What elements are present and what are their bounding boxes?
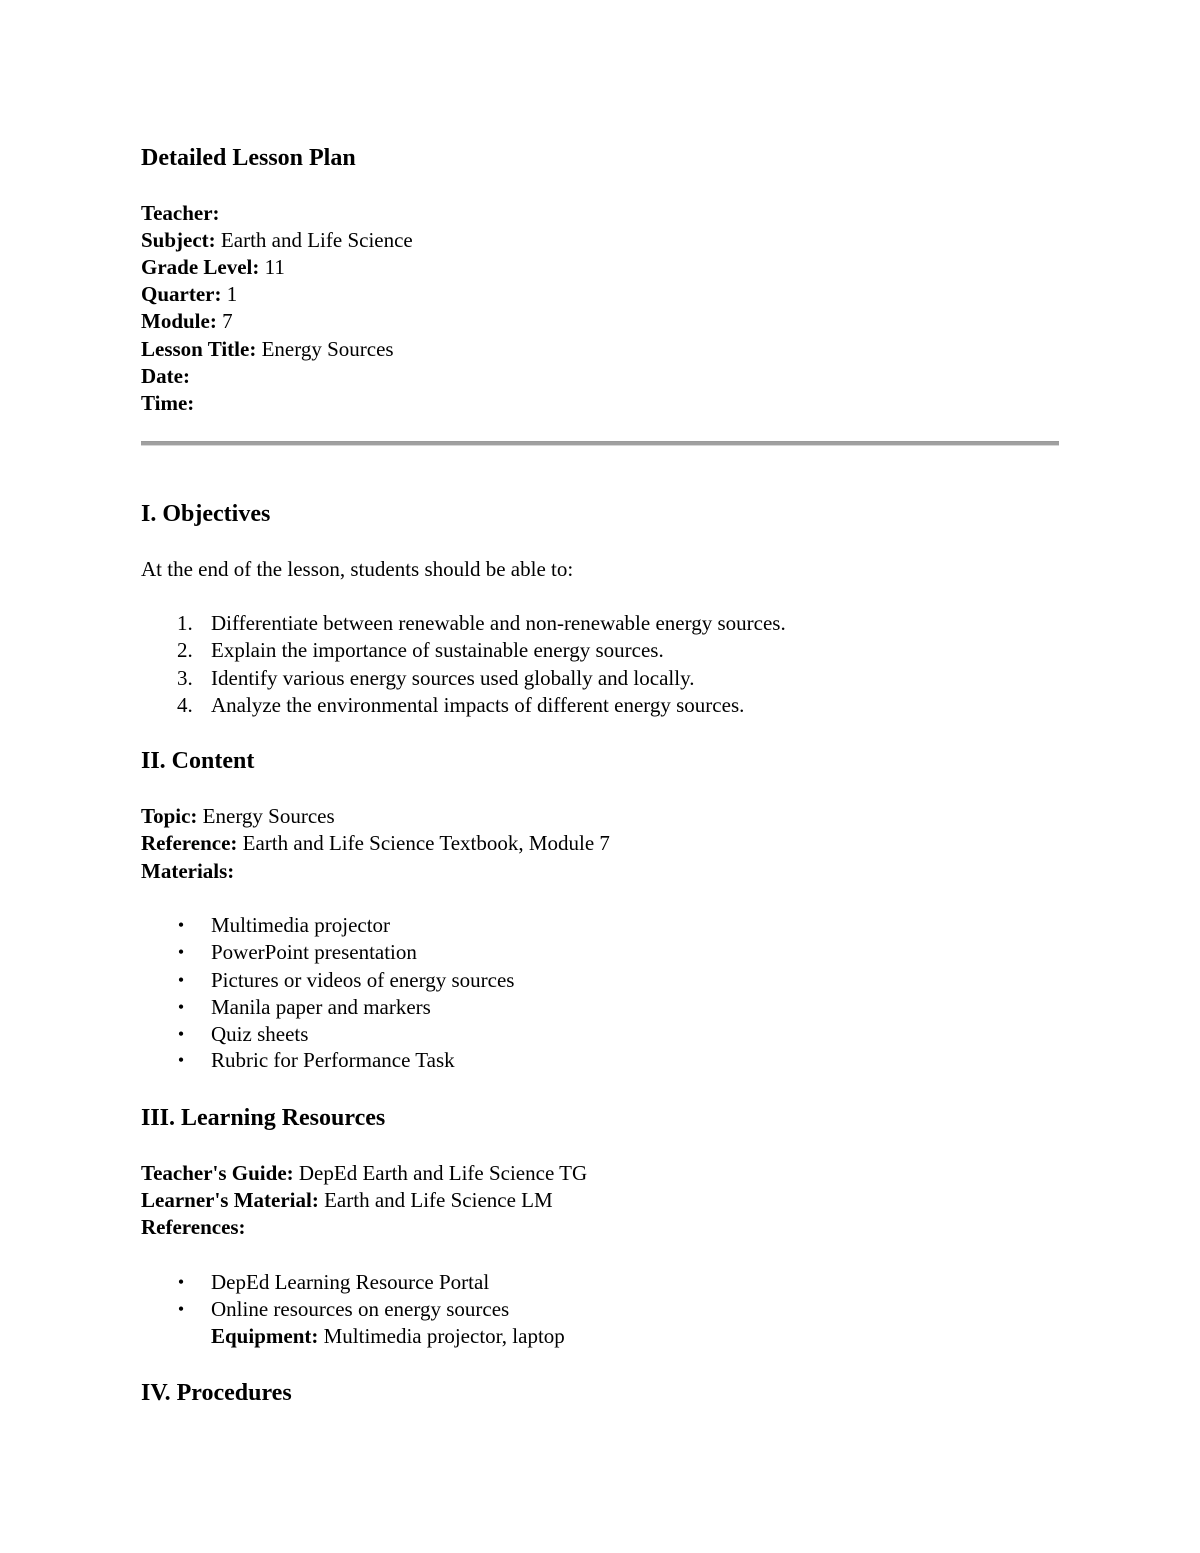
equipment-value: Multimedia projector, laptop xyxy=(323,1324,565,1348)
time-label: Time: xyxy=(141,391,195,415)
bullet-icon: • xyxy=(177,942,185,962)
bullet-icon: • xyxy=(177,1299,185,1319)
material-text: Pictures or videos of energy sources xyxy=(211,968,515,992)
teachers-guide-value: DepEd Earth and Life Science TG xyxy=(298,1161,588,1185)
material-text: Manila paper and markers xyxy=(211,995,431,1019)
module-value: 7 xyxy=(222,309,233,333)
materials-label: Materials: xyxy=(141,859,235,883)
bullet-icon: • xyxy=(177,1024,185,1044)
learners-material-value: Earth and Life Science LM xyxy=(324,1188,553,1212)
teachers-guide-label: Teacher's Guide: xyxy=(141,1161,294,1185)
material-text: PowerPoint presentation xyxy=(211,940,417,964)
reference-text: DepEd Learning Resource Portal xyxy=(211,1270,490,1294)
objective-number: 1. xyxy=(177,611,193,635)
learning-resources-heading: III. Learning Resources xyxy=(141,1105,386,1131)
teacher-label: Teacher: xyxy=(141,201,220,225)
bullet-icon: • xyxy=(177,1050,185,1070)
material-text: Multimedia projector xyxy=(211,913,391,937)
topic-label: Topic: xyxy=(141,804,198,828)
bullet-icon: • xyxy=(177,970,185,990)
topic-value: Energy Sources xyxy=(202,804,335,828)
references-field xyxy=(141,1214,246,1241)
learners-material-label: Learner's Material: xyxy=(141,1188,319,1212)
topic-field xyxy=(141,803,335,830)
objective-text: Explain the importance of sustainable energy sources. xyxy=(211,638,664,662)
grade-level-field xyxy=(141,254,285,281)
learners-material-field xyxy=(141,1187,553,1214)
objective-number: 3. xyxy=(177,666,193,690)
teacher-field xyxy=(141,200,220,227)
module-field xyxy=(141,308,233,335)
subject-field xyxy=(141,227,413,254)
lesson-title-label: Lesson Title: xyxy=(141,337,257,361)
bullet-icon: • xyxy=(177,1272,185,1292)
reference-value: Earth and Life Science Textbook, Module 7 xyxy=(242,831,610,855)
reference-field xyxy=(141,830,610,857)
objective-number: 2. xyxy=(177,638,193,662)
equipment-field xyxy=(211,1323,565,1350)
module-label: Module: xyxy=(141,309,217,333)
reference-text: Online resources on energy sources xyxy=(211,1297,510,1321)
lesson-title-field xyxy=(141,336,394,363)
equipment-label: Equipment: xyxy=(211,1324,319,1348)
objectives-intro: At the end of the lesson, students should be able to: xyxy=(141,557,574,581)
bullet-icon: • xyxy=(177,915,185,935)
material-text: Rubric for Performance Task xyxy=(211,1048,455,1072)
teachers-guide-field xyxy=(141,1160,587,1187)
reference-label: Reference: xyxy=(141,831,238,855)
subject-label: Subject: xyxy=(141,228,216,252)
materials-field xyxy=(141,858,234,885)
quarter-value: 1 xyxy=(226,282,238,306)
time-field xyxy=(141,390,194,417)
date-field xyxy=(141,363,190,390)
date-label: Date: xyxy=(141,364,190,388)
references-label: References: xyxy=(141,1215,246,1239)
bullet-icon: • xyxy=(177,997,185,1017)
objective-number: 4. xyxy=(177,693,193,717)
objective-text: Differentiate between renewable and non-renewable energy sources. xyxy=(211,611,786,635)
content-heading: II. Content xyxy=(141,748,255,774)
horizontal-rule xyxy=(141,441,1059,446)
quarter-label: Quarter: xyxy=(141,282,222,306)
subject-value: Earth and Life Science xyxy=(220,228,413,252)
lesson-title-value: Energy Sources xyxy=(261,337,394,361)
grade-level-label: Grade Level: xyxy=(141,255,260,279)
procedures-heading: IV. Procedures xyxy=(141,1380,292,1406)
grade-level-value: 11 xyxy=(264,255,285,279)
quarter-field xyxy=(141,281,237,308)
document-title: Detailed Lesson Plan xyxy=(141,145,356,171)
objective-text: Identify various energy sources used globally and locally. xyxy=(211,666,695,690)
objective-text: Analyze the environmental impacts of different energy sources. xyxy=(211,693,745,717)
material-text: Quiz sheets xyxy=(211,1022,309,1046)
objectives-heading: I. Objectives xyxy=(141,501,271,527)
